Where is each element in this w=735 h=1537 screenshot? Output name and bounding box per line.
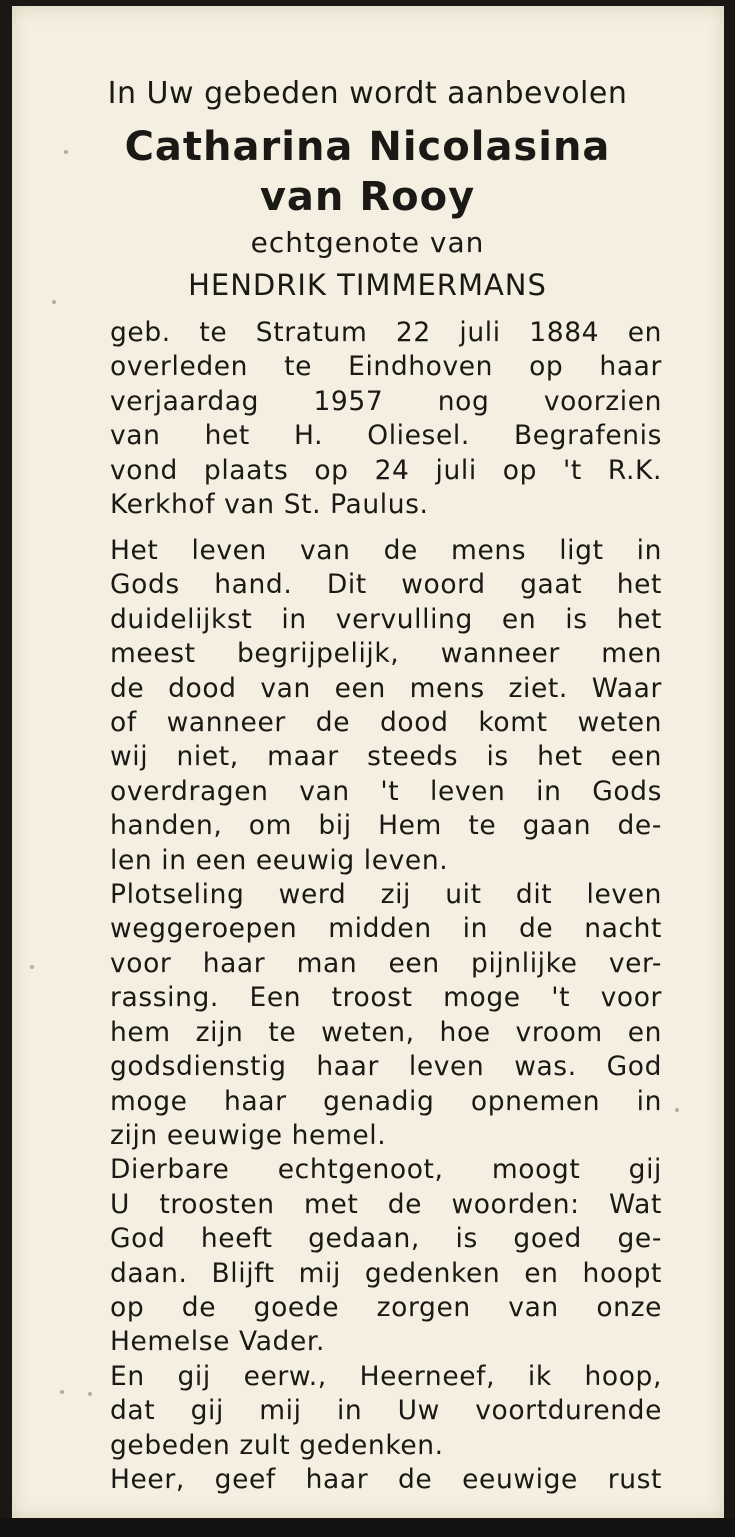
deceased-name xyxy=(0,122,735,222)
reflection-line: Het leven van de mens ligt in xyxy=(110,535,662,566)
reflection-line: overdragen van 't leven in Gods xyxy=(110,775,662,807)
reflection-line: handen, om bij Hem te gaan de- xyxy=(110,810,662,842)
card-shadow-edge xyxy=(0,1518,735,1537)
reflection-line: weggeroepen midden in de nacht xyxy=(110,913,662,945)
reflection-line: Plotseling werd zij uit dit leven xyxy=(110,879,662,911)
reflection-line: Hemelse Vader. xyxy=(110,1326,325,1358)
intro-line: In Uw gebeden wordt aanbevolen xyxy=(107,76,628,111)
biography-line: van het H. Oliesel. Begrafenis xyxy=(110,420,662,452)
paper-speck xyxy=(60,1390,64,1394)
reflection-line: de dood van een mens ziet. Waar xyxy=(110,672,662,704)
reflection-line: voor haar man een pijnlijke ver- xyxy=(110,947,662,979)
biography-line: vond plaats op 24 juli op 't R.K. xyxy=(110,454,662,486)
biography-line: geb. te Stratum 22 juli 1884 en xyxy=(110,317,662,348)
reflection-line: zijn eeuwige hemel. xyxy=(110,1119,387,1151)
reflection-line: len in een eeuwig leven. xyxy=(110,844,449,876)
paper-speck xyxy=(30,965,34,969)
biography-line: verjaardag 1957 nog voorzien xyxy=(110,385,662,417)
reflection-line: God heeft gedaan, is goed ge- xyxy=(110,1223,662,1255)
reflection-line: rassing. Een troost moge 't voor xyxy=(110,982,662,1014)
reflection-line: hem zijn te weten, hoe vroom en xyxy=(110,1016,662,1048)
reflection-line: Gods hand. Dit woord gaat het xyxy=(110,569,662,601)
reflection-text xyxy=(110,534,662,1497)
reflection-line: moge haar genadig opnemen in xyxy=(110,1085,662,1117)
reflection-line: godsdienstig haar leven was. God xyxy=(110,1051,662,1083)
deceased-name-line: van Rooy xyxy=(259,174,476,220)
deceased-name-line: Catharina Nicolasina xyxy=(124,124,611,170)
spouse-name: HENDRIK TIMMERMANS xyxy=(188,268,547,302)
reflection-line: wij niet, maar steeds is het een xyxy=(110,741,662,773)
paper-speck xyxy=(675,1108,679,1112)
reflection-line: op de goede zorgen van onze xyxy=(110,1291,662,1323)
reflection-line: daan. Blijft mij gedenken en hoopt xyxy=(110,1257,662,1289)
spouse-label: echtgenote van xyxy=(250,226,485,259)
biography-line: overleden te Eindhoven op haar xyxy=(110,351,662,383)
paper-speck xyxy=(52,300,56,304)
biography-paragraph xyxy=(110,316,662,522)
reflection-line: of wanneer de dood komt weten xyxy=(110,707,662,739)
reflection-line: gebeden zult gedenken. xyxy=(110,1429,444,1461)
paper-speck xyxy=(64,150,68,154)
reflection-line: Dierbare echtgenoot, moogt gij xyxy=(110,1154,662,1186)
biography-line: Kerkhof van St. Paulus. xyxy=(110,489,429,521)
reflection-line: duidelijkst in vervulling en is het xyxy=(110,603,662,635)
reflection-line: En gij eerw., Heerneef, ik hoop, xyxy=(110,1360,662,1392)
reflection-line: dat gij mij in Uw voortdurende xyxy=(110,1395,662,1427)
reflection-line: meest begrijpelijk, wanneer men xyxy=(110,638,662,670)
paper-speck xyxy=(88,1392,92,1396)
reflection-line: Heer, geef haar de eeuwige rust xyxy=(110,1463,662,1495)
reflection-line: U troosten met de woorden: Wat xyxy=(110,1188,662,1220)
